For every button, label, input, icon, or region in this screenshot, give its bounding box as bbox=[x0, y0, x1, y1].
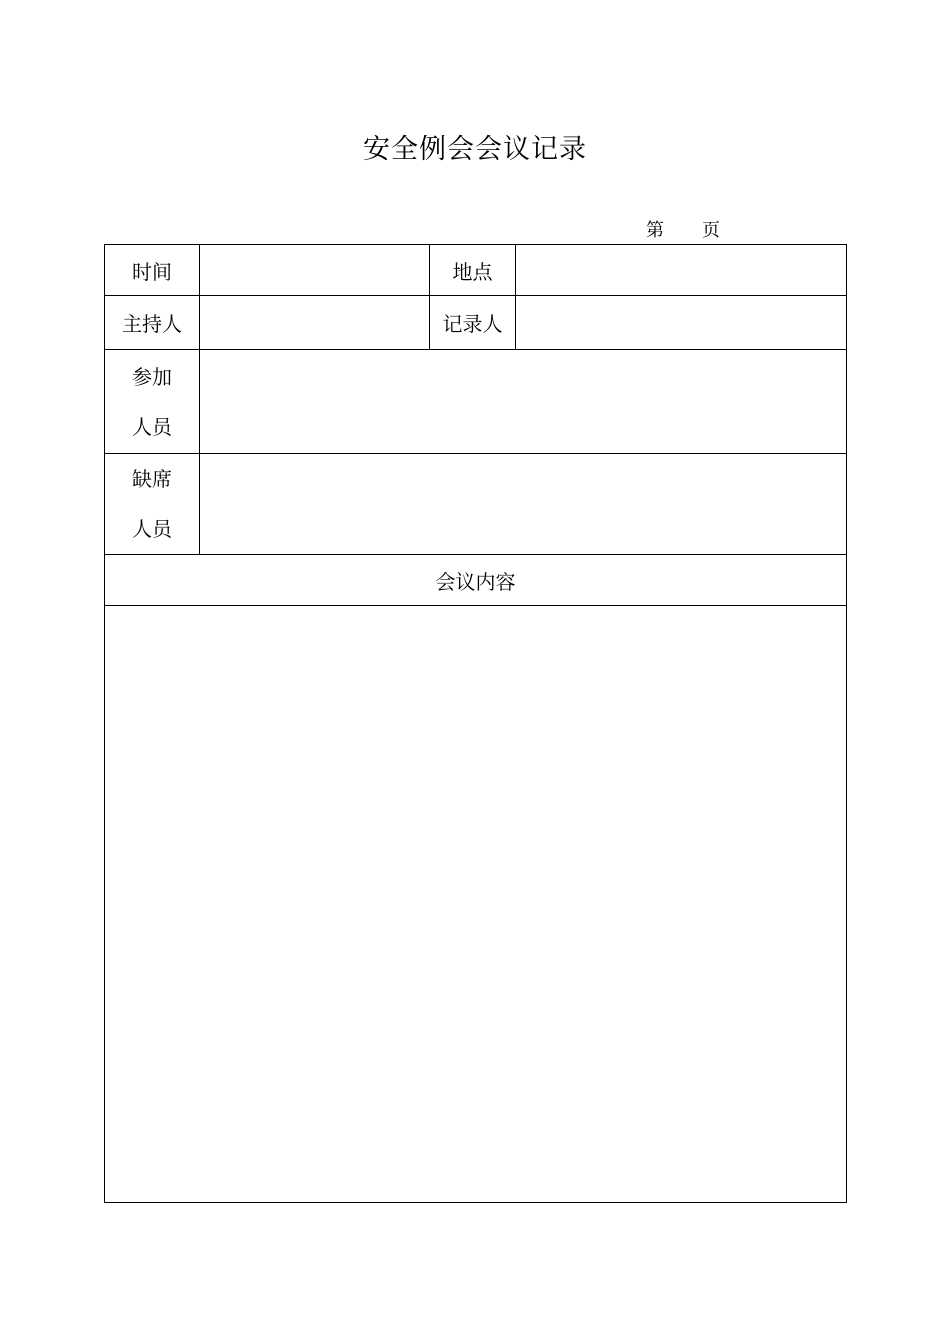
time-label: 时间 bbox=[105, 245, 200, 296]
recorder-value-cell[interactable] bbox=[516, 296, 847, 350]
absentees-label bbox=[105, 454, 200, 555]
host-value-cell[interactable] bbox=[200, 296, 430, 350]
recorder-label: 记录人 bbox=[430, 296, 516, 350]
row-content-header bbox=[105, 555, 847, 606]
host-label: 主持人 bbox=[105, 296, 200, 350]
row-absentees bbox=[105, 454, 847, 555]
attendees-label-line1: 参加 bbox=[132, 364, 172, 389]
content-body-cell[interactable] bbox=[105, 606, 847, 1203]
page-number-prefix: 第 bbox=[646, 220, 664, 241]
row-time-location bbox=[105, 245, 847, 296]
page-number bbox=[646, 218, 720, 244]
location-value-cell[interactable] bbox=[516, 245, 847, 296]
absentees-value-cell[interactable] bbox=[200, 454, 847, 555]
content-header: 会议内容 bbox=[105, 555, 847, 606]
attendees-value-cell[interactable] bbox=[200, 350, 847, 454]
meeting-record-table bbox=[104, 244, 847, 1203]
row-attendees bbox=[105, 350, 847, 454]
absentees-label-line1: 缺席 bbox=[132, 467, 172, 491]
location-label: 地点 bbox=[430, 245, 516, 296]
row-content-body bbox=[105, 606, 847, 1203]
attendees-label-line2: 人员 bbox=[132, 414, 172, 439]
time-value-cell[interactable] bbox=[200, 245, 430, 296]
page-number-suffix: 页 bbox=[702, 220, 720, 241]
attendees-label bbox=[105, 350, 200, 454]
row-host-recorder bbox=[105, 296, 847, 350]
absentees-label-line2: 人员 bbox=[132, 517, 172, 541]
document-title: 安全例会会议记录 bbox=[363, 134, 587, 165]
